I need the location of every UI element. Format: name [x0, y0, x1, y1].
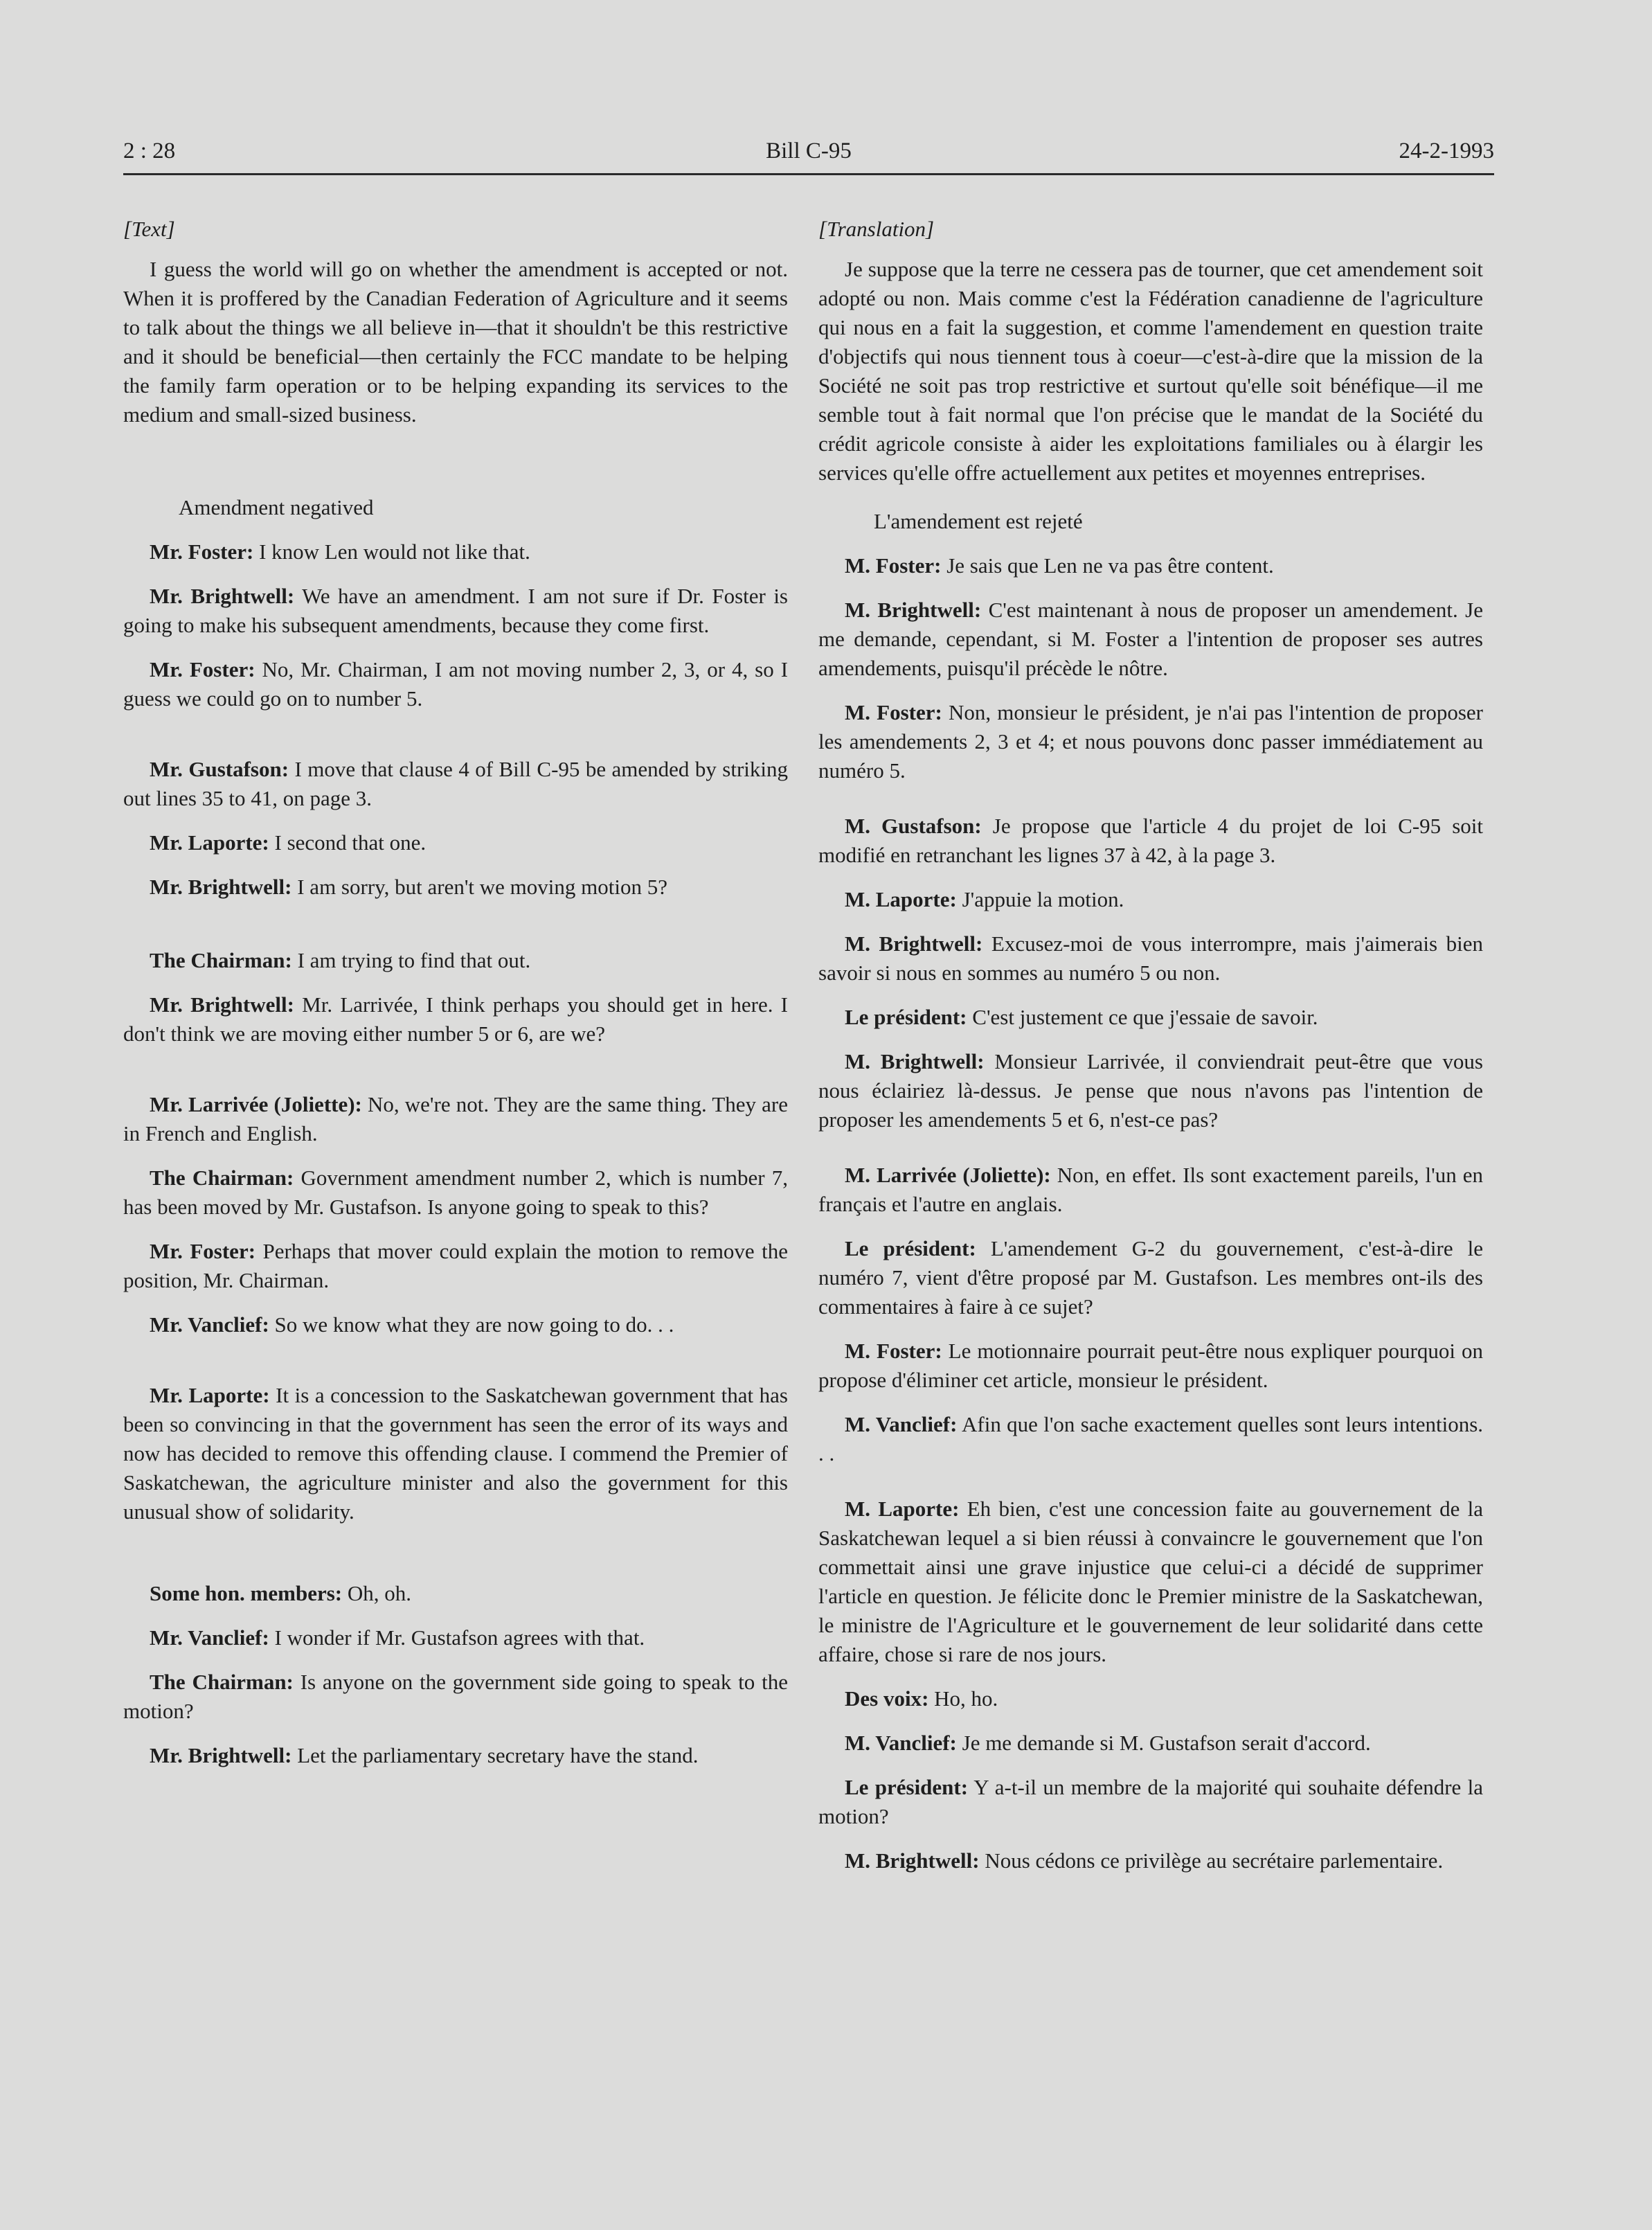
transcript-paragraph: [818, 1846, 1483, 1875]
speech-text: Le motionnaire pourrait peut-être nous expliquer pourquoi on propose d'éliminer cet article, monsieur le président.: [818, 1339, 1483, 1392]
speech-text: Y a-t-il un membre de la majorité qui souhaite défendre la motion?: [818, 1775, 1483, 1828]
transcript-paragraph: [818, 1410, 1483, 1468]
speech-text: No, Mr. Chairman, I am not moving number 2, 3, or 4, so I guess we could go on to number 5.: [123, 657, 789, 711]
speech-text: C'est maintenant à nous de proposer un amendement. Je me demande, cependant, si M. Foster a l'intention de proposer ses autres amendements, puisqu'il précède le nôtre.: [818, 598, 1483, 680]
speaker-name: Mr. Foster:: [150, 657, 255, 681]
speech-text: I move that clause 4 of Bill C-95 be amended by striking out lines 35 to 41, on page 3.: [123, 757, 789, 810]
transcript-paragraph: [818, 596, 1483, 683]
speaker-name: M. Laporte:: [845, 1497, 960, 1521]
transcript-paragraph: [818, 1773, 1483, 1831]
transcript-paragraph: [818, 1684, 1483, 1713]
transcript-paragraph: [818, 929, 1483, 988]
speaker-name: M. Brightwell:: [845, 598, 982, 622]
speaker-name: Mr. Foster:: [150, 539, 254, 564]
page-number: 2 : 28: [123, 139, 176, 163]
speaker-name: M. Foster:: [845, 553, 942, 578]
transcript-paragraph: [818, 1161, 1483, 1219]
speaker-name: Mr. Laporte:: [150, 830, 269, 855]
transcript-paragraph: [123, 1310, 788, 1339]
transcript-paragraph: [123, 1579, 788, 1608]
page-header: [123, 136, 1494, 175]
speaker-name: The Chairman:: [150, 948, 292, 972]
speaker-name: Mr. Gustafson:: [150, 757, 289, 781]
speech-text: Non, en effet. Ils sont exactement pareils, l'un en français et l'autre en anglais.: [818, 1163, 1484, 1216]
speech-text: It is a concession to the Saskatchewan government that has been so convincing in that the government has seen the error of its ways and now has decided to remove this offending clause. I commend the Premier of Saskatchewan, the agriculture minister and also the government for this unusual show of solidarity.: [123, 1383, 788, 1524]
transcript-paragraph: [818, 507, 1483, 536]
translation-tag: [Translation]: [818, 217, 935, 241]
speaker-name: Mr. Foster:: [150, 1239, 256, 1263]
speech-text: I guess the world will go on whether the amendment is accepted or not. When it is proffered by the Canadian Federation of Agriculture and it seems to talk about the things we all believe in—that it shouldn't be this restrictive and it should be beneficial—then certainly the FCC mandate to be helping the family farm operation or to be helping expanding its services to the medium and small-sized business.: [123, 257, 788, 427]
speech-text: Oh, oh.: [347, 1581, 411, 1605]
transcript-paragraph: [818, 1495, 1483, 1669]
speech-text: Monsieur Larrivée, il conviendrait peut-être que vous nous éclairiez là-dessus. Je pense que nous n'avons pas l'intention de proposer les amendements 5 et 6, n'est-ce pas?: [818, 1049, 1484, 1132]
speech-text: I am trying to find that out.: [297, 948, 531, 972]
speech-text: Amendment negatived: [179, 495, 374, 519]
speech-text: Je me demande si M. Gustafson serait d'accord.: [962, 1731, 1371, 1755]
transcript-paragraph: [123, 1741, 788, 1770]
speech-text: Is anyone on the government side going to speak to the motion?: [123, 1670, 788, 1723]
transcript-paragraph: [123, 582, 788, 640]
transcript-paragraph: [123, 493, 788, 522]
text-tag: [Text]: [123, 217, 175, 241]
speech-text: I wonder if Mr. Gustafson agrees with that.: [274, 1625, 645, 1650]
speaker-name: M. Larrivée (Joliette):: [845, 1163, 1051, 1187]
transcript-paragraph: [123, 655, 788, 713]
transcript-paragraph: [818, 1729, 1483, 1758]
speech-text: I second that one.: [274, 830, 427, 855]
transcript-paragraph: [818, 812, 1483, 870]
speaker-name: Mr. Brightwell:: [150, 875, 292, 899]
transcript-paragraph: [123, 873, 788, 902]
speaker-name: M. Foster:: [845, 700, 942, 724]
transcript-paragraph: [818, 1234, 1483, 1321]
speech-text: J'appuie la motion.: [962, 887, 1124, 911]
speaker-name: Le président:: [845, 1236, 976, 1260]
speaker-name: Mr. Vanclief:: [150, 1625, 269, 1650]
speech-text: Nous cédons ce privilège au secrétaire parlementaire.: [985, 1848, 1444, 1873]
speaker-name: Mr. Brightwell:: [150, 992, 294, 1017]
speaker-name: Some hon. members:: [150, 1581, 343, 1605]
transcript-paragraph: [123, 537, 788, 567]
speaker-name: Le président:: [845, 1005, 967, 1029]
transcript-paragraph: [818, 698, 1483, 785]
speaker-name: Mr. Larrivée (Joliette):: [150, 1092, 362, 1116]
speech-text: Ho, ho.: [934, 1686, 998, 1711]
speech-text: C'est justement ce que j'essaie de savoir.: [972, 1005, 1318, 1029]
speech-text: Je propose que l'article 4 du projet de loi C-95 soit modifié en retranchant les lignes 37 à 42, à la page 3.: [818, 814, 1484, 867]
document-title: Bill C-95: [766, 139, 852, 163]
speech-text: Excusez-moi de vous interrompre, mais j'aimerais bien savoir si nous en sommes au numéro 5 ou non.: [818, 931, 1483, 985]
speech-text: L'amendement G-2 du gouvernement, c'est-à-dire le numéro 7, vient d'être proposé par M. Gustafson. Les membres ont-ils des commentaires à faire à ce sujet?: [818, 1236, 1483, 1319]
transcript-paragraph: [123, 755, 788, 813]
speaker-name: The Chairman:: [150, 1670, 294, 1694]
transcript-paragraph: [123, 1381, 788, 1526]
speaker-name: M. Laporte:: [845, 887, 957, 911]
speech-text: Je suppose que la terre ne cessera pas de tourner, que cet amendement soit adopté ou non. Mais comme c'est la Fédération canadienne de l'agriculture qui nous en a fait la suggestion, et comme l'amendement en question traite d'objectifs qui nous tiennent tous à coeur—c'est-à-dire que la mission de la Société ne soit pas trop restrictive et surtout qu'elle soit bénéfique—il me semble tout à fait normal que l'on précise que le mandat de la Société du crédit agricole consiste à aider les exploitations familiales ou à élargir les services qu'elle offre actuellement aux petites et moyennes entreprises.: [818, 257, 1483, 485]
transcript-paragraph: [818, 1337, 1483, 1395]
speech-text: Perhaps that mover could explain the motion to remove the position, Mr. Chairman.: [123, 1239, 788, 1292]
speaker-name: Mr. Laporte:: [150, 1383, 270, 1407]
speech-text: I am sorry, but aren't we moving motion 5?: [297, 875, 667, 899]
transcript-paragraph: [123, 990, 788, 1049]
speaker-name: M. Brightwell:: [845, 931, 983, 956]
speaker-name: M. Foster:: [845, 1339, 942, 1363]
speech-text: Non, monsieur le président, je n'ai pas l'intention de proposer les amendements 2, 3 et 4; et nous pouvons donc passer immédiatement au numéro 5.: [818, 700, 1484, 783]
transcript-paragraph: [123, 1623, 788, 1652]
speaker-name: M. Vanclief:: [845, 1731, 957, 1755]
speech-text: So we know what they are now going to do. . .: [274, 1312, 674, 1337]
speech-text: We have an amendment. I am not sure if Dr. Foster is going to make his subsequent amendments, because they come first.: [123, 584, 788, 637]
transcript-paragraph: [123, 255, 788, 429]
speech-text: Eh bien, c'est une concession faite au gouvernement de la Saskatchewan lequel a si bien réussi à convaincre le gouvernement que l'on commettait ainsi une grave injustice que celui-ci a décidé de supprimer l'article en question. Je félicite donc le Premier ministre de la Saskatchewan, le ministre de l'Agriculture et le gouvernement de leur solidarité dans cette affaire, chose si rare de nos jours.: [818, 1497, 1484, 1666]
speaker-name: M. Brightwell:: [845, 1848, 980, 1873]
speech-text: L'amendement est rejeté: [874, 509, 1083, 533]
transcript-paragraph: [123, 1090, 788, 1148]
speech-text: Let the parliamentary secretary have the stand.: [297, 1743, 699, 1767]
transcript-paragraph: [123, 828, 788, 857]
speaker-name: M. Brightwell:: [845, 1049, 985, 1073]
speaker-name: Mr. Brightwell:: [150, 1743, 292, 1767]
speech-text: Je sais que Len ne va pas être content.: [946, 553, 1274, 578]
transcript-paragraph: [818, 551, 1483, 580]
transcript-paragraph: [123, 1237, 788, 1295]
speech-text: Afin que l'on sache exactement quelles sont leurs intentions. . .: [818, 1412, 1484, 1465]
speaker-name: M. Vanclief:: [845, 1412, 958, 1436]
transcript-paragraph: [123, 1668, 788, 1726]
transcript-paragraph: [123, 1163, 788, 1222]
speaker-name: The Chairman:: [150, 1166, 294, 1190]
speaker-name: Mr. Brightwell:: [150, 584, 295, 608]
transcript-paragraph: [123, 946, 788, 975]
speech-text: Mr. Larrivée, I think perhaps you should get in here. I don't think we are moving either number 5 or 6, are we?: [123, 992, 789, 1046]
transcript-paragraph: [818, 885, 1483, 914]
french-column: [818, 215, 1483, 1875]
transcript-paragraph: [818, 255, 1483, 488]
speaker-name: M. Gustafson:: [845, 814, 982, 838]
speech-text: I know Len would not like that.: [259, 539, 530, 564]
transcript-paragraph: [818, 1003, 1483, 1032]
speaker-name: Des voix:: [845, 1686, 929, 1711]
document-date: 24-2-1993: [1399, 139, 1494, 163]
speaker-name: Le président:: [845, 1775, 969, 1799]
transcript-paragraph: [818, 1047, 1483, 1134]
english-column: [123, 215, 788, 1770]
speaker-name: Mr. Vanclief:: [150, 1312, 269, 1337]
speech-text: No, we're not. They are the same thing. They are in French and English.: [123, 1092, 788, 1145]
speech-text: Government amendment number 2, which is number 7, has been moved by Mr. Gustafson. Is anyone going to speak to this?: [123, 1166, 788, 1219]
